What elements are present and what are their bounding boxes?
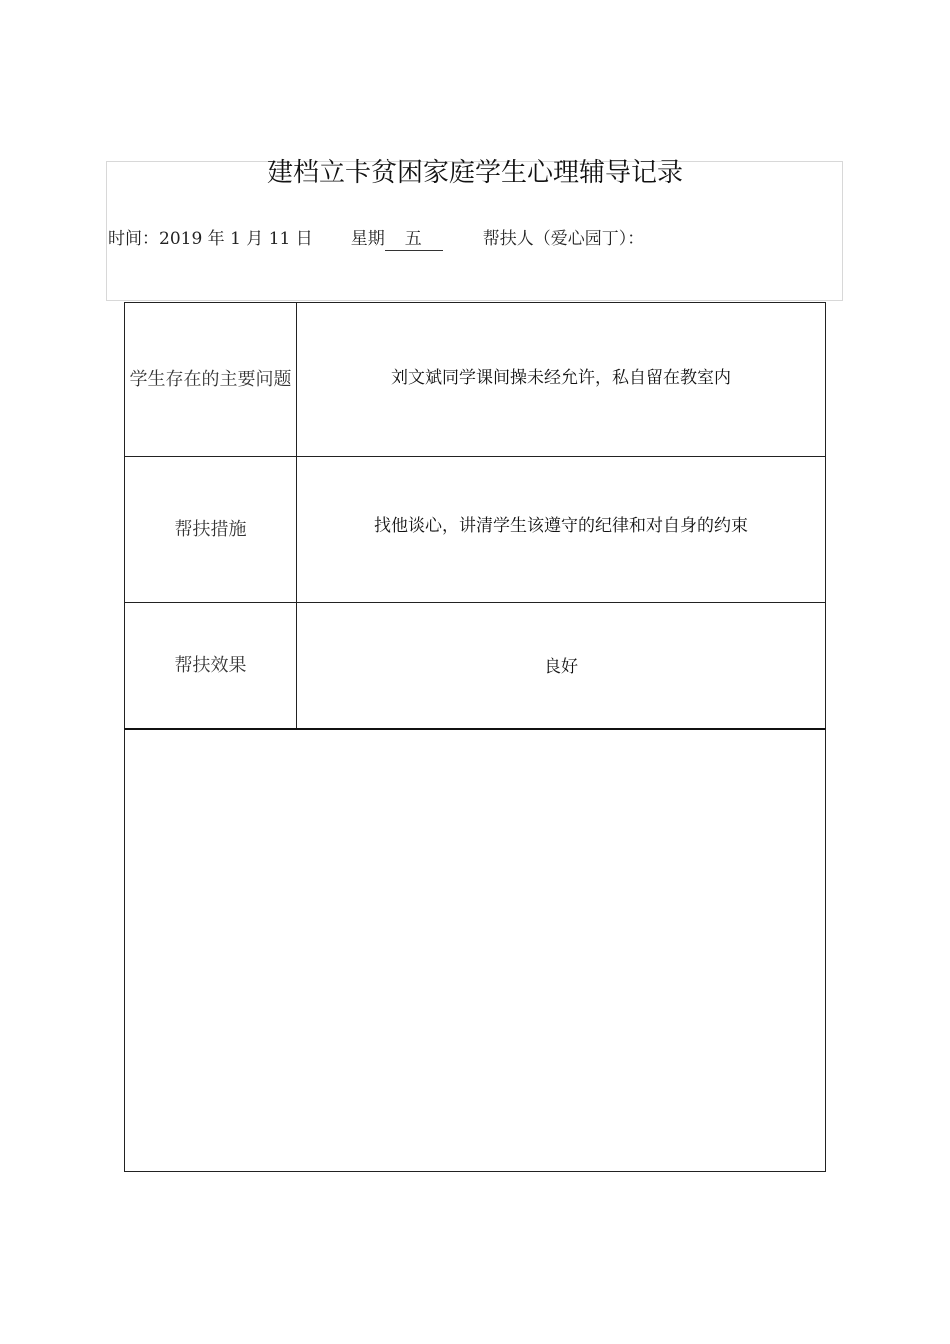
row-value-measures [297,457,826,603]
problem-text: 刘文斌同学课间操未经允许，私自留在教室内 [391,368,731,388]
row-value-problem [297,303,826,457]
weekday-value: 五 [385,228,443,251]
row-label-problem: 学生存在的主要问题 [125,303,297,457]
row-label-measures: 帮扶措施 [125,457,297,603]
weekday-label: 星期 [350,229,385,249]
date-value: 2019 年 1 月 11 日 [159,229,313,249]
table-row [125,457,826,603]
effect-text: 良好 [544,656,578,677]
info-line [108,226,644,252]
helper-label: 帮扶人（爱心园丁）： [482,229,645,249]
measures-text: 找他谈心，讲清学生该遵守的纪律和对自身的约束 [374,516,748,536]
table-row [125,603,826,730]
date-label: 时间： [108,229,159,249]
document-title: 建档立卡贫困家庭学生心理辅导记录 [266,158,683,188]
row-label-effect: 帮扶效果 [125,603,297,730]
table-row [125,303,826,457]
row-value-effect [297,603,826,730]
blank-area [124,728,826,1172]
record-table [124,302,826,730]
